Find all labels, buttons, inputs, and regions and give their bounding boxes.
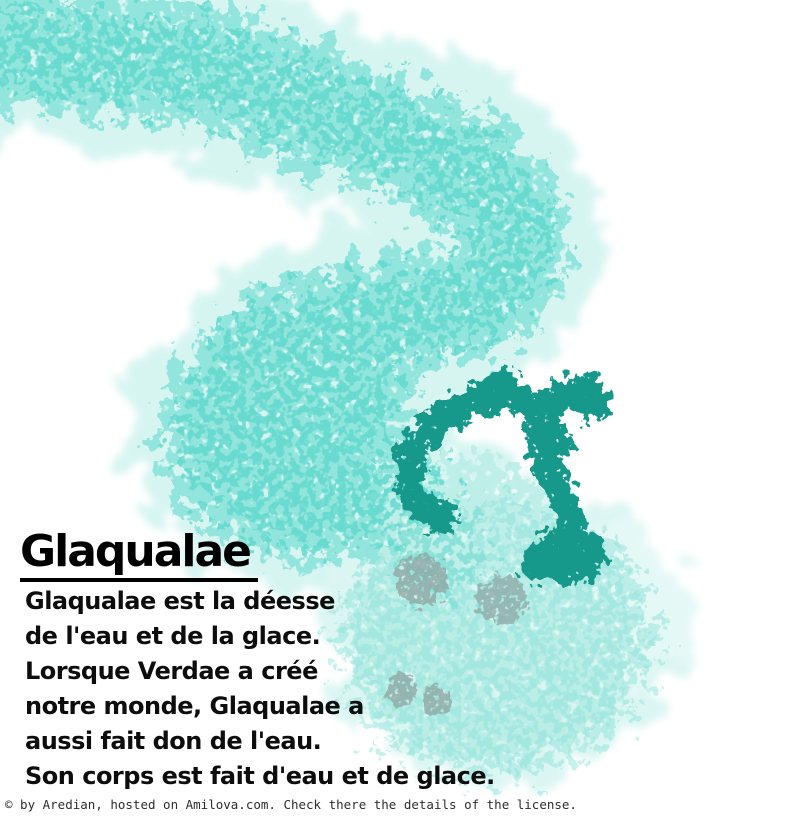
antler-right-knob bbox=[570, 380, 612, 422]
description-line: de l'eau et de la glace. bbox=[25, 622, 321, 650]
antler-left-foot bbox=[420, 498, 454, 532]
description-line: notre monde, Glaqualae a bbox=[25, 692, 364, 720]
page-title: Glaqualae bbox=[20, 529, 258, 582]
serpent-coil-spikes bbox=[205, 297, 395, 487]
description-text bbox=[25, 584, 495, 794]
antler-left-knob bbox=[481, 368, 527, 414]
description-line: Glaqualae est la déesse bbox=[25, 587, 335, 615]
description-line: Lorsque Verdae a créé bbox=[25, 657, 318, 685]
description-line: aussi fait don de l'eau. bbox=[25, 727, 322, 755]
antler-right-foot-small bbox=[521, 551, 553, 583]
description-line: Son corps est fait d'eau et de glace. bbox=[25, 762, 495, 790]
license-footer: © by Aredian, hosted on Amilova.com. Check there the details of the license. bbox=[5, 797, 577, 812]
